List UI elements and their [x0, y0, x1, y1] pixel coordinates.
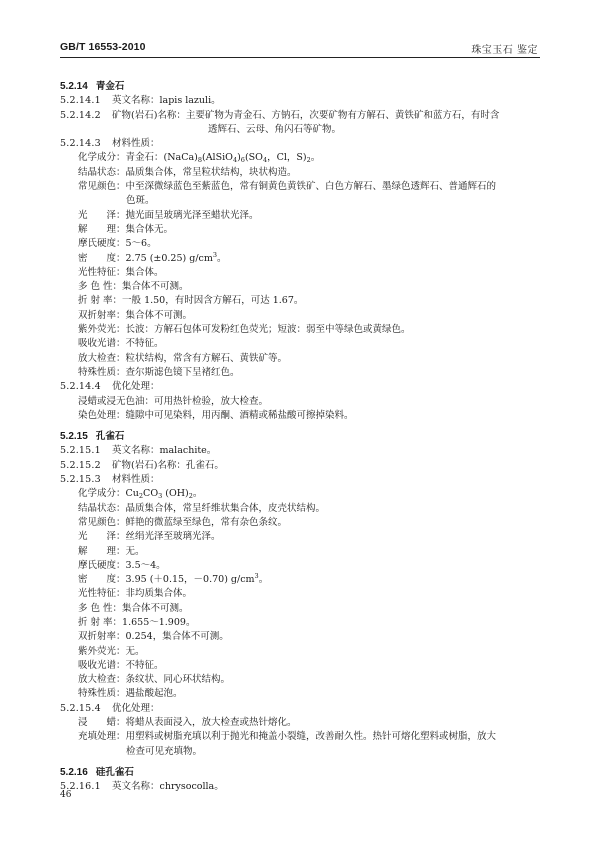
prop-pleochroism: 多 色 性：集合体不可测。: [78, 281, 189, 293]
prop-uv-fluorescence: 紫外荧光：长波：方解石包体可发粉红色荧光；短波：弱至中等绿色或黄绿色。: [78, 324, 411, 336]
treatment-wax-oil: 浸蜡或浸无色油：可用热针检验，放大检查。: [78, 395, 269, 407]
prop-cleavage: 解 理：集合体无。: [78, 223, 174, 235]
treatment-wax: 浸 蜡：将蜡从表面浸入，放大检查或热针熔化。: [78, 717, 297, 729]
section-title: 硅孔雀石: [95, 766, 134, 778]
clause-treatment: 5.2.15.4 优化处理：: [60, 702, 160, 714]
document-body: [60, 80, 540, 795]
prop-color: 常见颜色：鲜艳的微蓝绿至绿色，常有杂色条纹。: [78, 516, 288, 528]
prop-special: 特殊性质：查尔斯滤色镜下呈褚红色。: [78, 366, 240, 378]
section-heading-lapis: 5.2.14 青金石: [60, 81, 125, 92]
section-title: 青金石: [95, 81, 125, 92]
page-number: 46: [60, 790, 72, 800]
section-heading-malachite: 5.2.15 孔雀石: [60, 431, 125, 443]
prop-crystal-state: 结晶状态：晶质集合体，常呈粒状结构，块状构造。: [78, 166, 297, 178]
clause-material-props: 5.2.15.3 材料性质：: [60, 474, 160, 486]
prop-absorption: 吸收光谱：不特征。: [78, 659, 164, 671]
treatment-filling-cont: 检查可见充填物。: [126, 745, 203, 757]
clause-english-name: 5.2.14.1 英文名称：lapis lazuli。: [60, 95, 221, 107]
prop-special: 特殊性质：遇盐酸起泡。: [78, 688, 183, 700]
prop-hardness: 摩氏硬度：5～6。: [78, 238, 157, 250]
prop-optic: 光性特征：非均质集合体。: [78, 588, 193, 600]
treatment-dye: 染色处理：缝隙中可见染料，用丙酮、酒精或稀盐酸可擦掉染料。: [78, 409, 354, 421]
prop-refractive-index: 折 射 率：一般 1.50，有时因含方解石，可达 1.67。: [78, 295, 304, 307]
clause-mineral-name: 5.2.14.2 矿物(岩石)名称：主要矿物为青金石、方钠石，次要矿物有方解石、黄铁矿和蓝方石，有时含: [60, 109, 500, 121]
clause-mineral-name-cont: 透辉石、云母、角闪石等矿物。: [208, 123, 342, 135]
treatment-filling: 充填处理：用塑料或树脂充填以利于抛光和掩盖小裂缝，改善耐久性。热针可熔化塑料或树脂，放大: [78, 731, 497, 743]
prop-density: 密 度：3.95 (＋0.15，－0.70) $g/cm^3$。: [78, 572, 269, 586]
prop-refractive-index: 折 射 率：1.655～1.909。: [78, 616, 196, 628]
header-rule: [60, 57, 540, 58]
header-topic: 珠宝玉石 鉴定: [471, 45, 538, 56]
prop-birefringence: 双折射率：0.254，集合体不可测。: [78, 631, 229, 643]
clause-mineral-name: 5.2.15.2 矿物(岩石)名称：孔雀石。: [60, 459, 224, 471]
standard-number: GB/T 16553-2010: [60, 41, 146, 53]
prop-optic: 光性特征：集合体。: [78, 266, 164, 278]
prop-color: 常见颜色：中至深微绿蓝色至紫蓝色，常有铜黄色黄铁矿、白色方解石、墨绿色透辉石、普通辉石的: [78, 181, 497, 193]
prop-chemical: 化学成分：$Cu_2CO_3$ $(OH)_2$。: [78, 488, 203, 501]
clause-material-props: 5.2.14.3 材料性质：: [60, 138, 160, 150]
prop-uv-fluorescence: 紫外荧光：无。: [78, 645, 145, 657]
prop-absorption: 吸收光谱：不特征。: [78, 338, 164, 350]
prop-pleochroism: 多 色 性：集合体不可测。: [78, 602, 189, 614]
prop-hardness: 摩氏硬度：3.5～4。: [78, 559, 166, 571]
clause-english-name: 5.2.15.1 英文名称：malachite。: [60, 445, 217, 457]
prop-chemical: 化学成分：青金石：$(NaCa)_8(AlSiO_4)_6(SO_4$，Cl，$S)_2$。: [78, 152, 321, 165]
prop-density: 密 度：2.75 (±0.25) $g/cm^3$。: [78, 250, 227, 264]
prop-luster: 光 泽：抛光面呈玻璃光泽至蜡状光泽。: [78, 209, 259, 221]
prop-birefringence: 双折射率：集合体不可测。: [78, 309, 193, 321]
clause-treatment: 5.2.14.4 优化处理：: [60, 381, 160, 393]
section-heading-chrysocolla: 5.2.16 硅孔雀石: [60, 766, 134, 778]
prop-cleavage: 解 理：无。: [78, 545, 145, 557]
prop-color-cont: 色斑。: [126, 195, 155, 207]
section-title: 孔雀石: [95, 431, 125, 443]
prop-crystal-state: 结晶状态：晶质集合体，常呈纤维状集合体，皮壳状结构。: [78, 502, 326, 514]
prop-luster: 光 泽：丝绢光泽至玻璃光泽。: [78, 531, 221, 543]
clause-english-name: 5.2.16.1 英文名称：chrysocolla。: [60, 781, 224, 793]
prop-magnification: 放大检查：条纹状、同心环状结构。: [78, 674, 231, 686]
prop-magnification: 放大检查：粒状结构，常含有方解石、黄铁矿等。: [78, 352, 288, 364]
